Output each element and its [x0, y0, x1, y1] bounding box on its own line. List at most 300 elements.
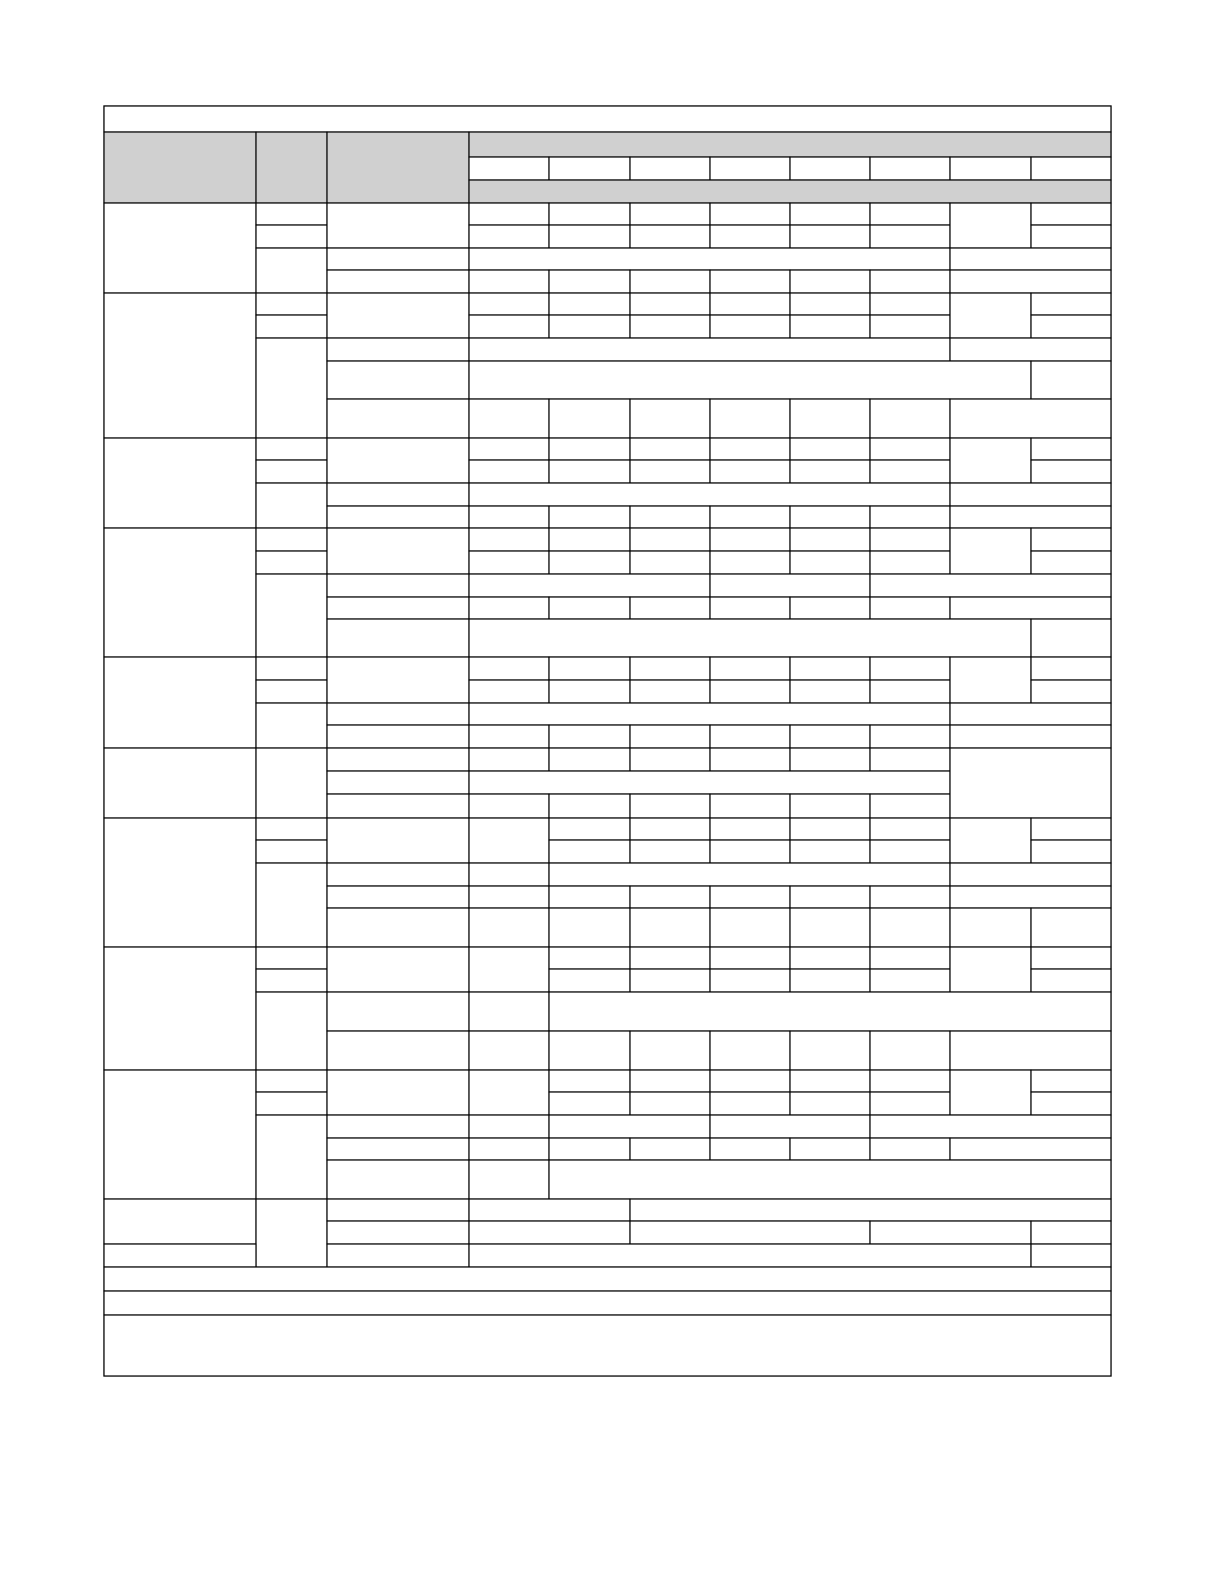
- table-cell: [950, 528, 1031, 574]
- table-cell: [790, 1031, 870, 1070]
- row-label-cell: [104, 293, 256, 438]
- table-cell: [256, 818, 327, 840]
- table-cell: [469, 483, 950, 506]
- table-cell: [710, 438, 790, 460]
- table-cell: [469, 1031, 549, 1070]
- table-cell: [790, 794, 870, 818]
- table-cell: [1031, 840, 1111, 863]
- table-cell: [1031, 619, 1111, 657]
- table-cell: [469, 748, 549, 771]
- table-cell: [950, 908, 1031, 947]
- table-cell: [327, 597, 469, 619]
- table-cell: [710, 315, 790, 338]
- table-cell: [710, 818, 790, 840]
- table-cell: [630, 438, 710, 460]
- table-cell: [469, 992, 549, 1031]
- table-cell: [469, 657, 549, 680]
- table-cell: [469, 863, 549, 886]
- table-cell: [870, 225, 950, 248]
- table-cell: [549, 1092, 630, 1115]
- table-cell: [630, 551, 710, 574]
- table-cell: [256, 657, 327, 680]
- table-cell: [1031, 315, 1111, 338]
- table-cell: [870, 438, 950, 460]
- table-cell: [790, 748, 870, 771]
- table-cell: [630, 1221, 870, 1244]
- table-cell: [870, 1138, 950, 1160]
- table-cell: [549, 1160, 1111, 1199]
- table-cell: [630, 528, 710, 551]
- footer-row: [104, 1315, 1111, 1376]
- table-cell: [950, 270, 1111, 293]
- table-cell: [790, 1138, 870, 1160]
- table-cell: [469, 947, 549, 992]
- table-cell: [950, 657, 1031, 703]
- table-cell: [327, 270, 469, 293]
- table-cell: [549, 748, 630, 771]
- row-label-cell: [104, 438, 256, 528]
- table-cell: [327, 574, 469, 597]
- table-cell: [870, 528, 950, 551]
- table-cell: [469, 886, 549, 908]
- table-cell: [790, 1070, 870, 1092]
- table-cell: [790, 460, 870, 483]
- table-cell: [870, 203, 950, 225]
- table-cell: [256, 1070, 327, 1092]
- table-cell: [1031, 551, 1111, 574]
- table-cell: [870, 794, 950, 818]
- table-cell: [1031, 528, 1111, 551]
- table-cell: [710, 748, 790, 771]
- table-cell: [327, 947, 469, 992]
- table-cell: [790, 293, 870, 315]
- footer-row: [104, 1267, 1111, 1291]
- table-cell: [549, 947, 630, 969]
- table-cell: [1031, 947, 1111, 969]
- table-cell: [950, 203, 1031, 248]
- table-cell: [549, 528, 630, 551]
- table-cell: [469, 293, 549, 315]
- table-cell: [469, 315, 549, 338]
- table-cell: [1031, 818, 1111, 840]
- table-cell: [630, 506, 710, 528]
- table-cell: [549, 818, 630, 840]
- table-cell: [790, 969, 870, 992]
- table-cell: [630, 818, 710, 840]
- table-cell: [549, 840, 630, 863]
- table-cell: [256, 293, 327, 315]
- table-cell: [469, 680, 549, 703]
- table-cell: [950, 1031, 1111, 1070]
- table-cell: [950, 725, 1111, 748]
- table-cell: [950, 338, 1111, 361]
- table-cell: [549, 725, 630, 748]
- table-cell: [630, 293, 710, 315]
- table-cell: [630, 399, 710, 438]
- table-cell: [469, 1160, 549, 1199]
- table-cell: [256, 483, 327, 528]
- table-cell: [630, 1031, 710, 1070]
- table-cell: [327, 248, 469, 270]
- table-cell: [870, 460, 950, 483]
- table-cell: [327, 1115, 469, 1138]
- header-cell: [327, 132, 469, 203]
- table-cell: [549, 551, 630, 574]
- table-cell: [630, 1199, 1111, 1221]
- header-subcell: [950, 157, 1031, 180]
- table-cell: [327, 794, 469, 818]
- table-cell: [710, 657, 790, 680]
- table-cell: [1031, 1092, 1111, 1115]
- table-cell: [710, 293, 790, 315]
- table-cell: [1031, 680, 1111, 703]
- table-cell: [710, 1092, 790, 1115]
- table-cell: [549, 657, 630, 680]
- table-cell: [710, 203, 790, 225]
- table-cell: [327, 293, 469, 338]
- table-cell: [256, 1115, 327, 1199]
- table-cell: [870, 506, 950, 528]
- table-cell: [327, 886, 469, 908]
- table-cell: [710, 680, 790, 703]
- table-cell: [870, 551, 950, 574]
- table-cell: [549, 270, 630, 293]
- table-cell: [549, 460, 630, 483]
- table-cell: [630, 725, 710, 748]
- table-cell: [327, 361, 469, 399]
- table-cell: [1031, 1244, 1111, 1267]
- table-cell: [870, 748, 950, 771]
- table-cell: [870, 270, 950, 293]
- table-cell: [870, 1070, 950, 1092]
- table-cell: [710, 270, 790, 293]
- table-cell: [950, 1070, 1031, 1115]
- table-cell: [549, 969, 630, 992]
- table-cell: [469, 1115, 549, 1138]
- table-cell: [1031, 460, 1111, 483]
- table-cell: [950, 947, 1031, 992]
- table-cell: [630, 1138, 710, 1160]
- table-cell: [950, 1138, 1111, 1160]
- table-cell: [327, 1221, 469, 1244]
- table-cell: [710, 597, 790, 619]
- table-cell: [256, 225, 327, 248]
- table-cell: [327, 1199, 469, 1221]
- row-label-cell: [104, 1070, 256, 1199]
- table-cell: [469, 1070, 549, 1115]
- table-cell: [327, 1160, 469, 1199]
- table-cell: [549, 794, 630, 818]
- header-subcell: [790, 157, 870, 180]
- table-cell: [327, 992, 469, 1031]
- table-cell: [469, 771, 950, 794]
- table-cell: [630, 794, 710, 818]
- table-cell: [256, 203, 327, 225]
- table-cell: [870, 597, 950, 619]
- row-label-cell: [104, 528, 256, 657]
- table-cell: [710, 908, 790, 947]
- table-cell: [790, 225, 870, 248]
- header-subcell: [1031, 157, 1111, 180]
- table-cell: [870, 680, 950, 703]
- table-cell: [870, 399, 950, 438]
- table-cell: [327, 818, 469, 863]
- table-cell: [327, 483, 469, 506]
- table-cell: [710, 1031, 790, 1070]
- row-label-cell: [104, 818, 256, 947]
- table-cell: [469, 551, 549, 574]
- table-cell: [1031, 1221, 1111, 1244]
- table-cell: [469, 619, 1031, 657]
- table-cell: [256, 551, 327, 574]
- table-cell: [630, 315, 710, 338]
- table-cell: [710, 225, 790, 248]
- table-cell: [327, 1244, 469, 1267]
- table-cell: [549, 863, 950, 886]
- table-cell: [710, 460, 790, 483]
- table-cell: [950, 506, 1111, 528]
- table-cell: [870, 315, 950, 338]
- table-cell: [790, 315, 870, 338]
- row-label-cell: [104, 748, 256, 818]
- table-cell: [710, 399, 790, 438]
- table-cell: [710, 1070, 790, 1092]
- table-cell: [790, 908, 870, 947]
- footer-row: [104, 1291, 1111, 1315]
- table-cell: [630, 680, 710, 703]
- table-cell: [950, 703, 1111, 725]
- table-cell: [790, 680, 870, 703]
- table-cell: [630, 886, 710, 908]
- row-label-cell: [104, 1244, 256, 1267]
- table-cell: [790, 657, 870, 680]
- table-cell: [549, 886, 630, 908]
- table-cell: [630, 1070, 710, 1092]
- table-cell: [327, 399, 469, 438]
- table-cell: [790, 528, 870, 551]
- table-cell: [469, 1199, 630, 1221]
- table-cell: [790, 1092, 870, 1115]
- table-cell: [630, 597, 710, 619]
- table-cell: [469, 725, 549, 748]
- table-cell: [870, 657, 950, 680]
- table-cell: [790, 840, 870, 863]
- table-cell: [790, 818, 870, 840]
- table-cell: [256, 1092, 327, 1115]
- table-cell: [256, 969, 327, 992]
- table-cell: [469, 361, 1031, 399]
- table-cell: [630, 908, 710, 947]
- table-cell: [630, 270, 710, 293]
- table-cell: [549, 506, 630, 528]
- table-cell: [549, 315, 630, 338]
- table-cell: [1031, 438, 1111, 460]
- table-cell: [327, 203, 469, 248]
- table-cell: [950, 438, 1031, 483]
- table-cell: [630, 225, 710, 248]
- table-cell: [950, 748, 1111, 818]
- table-cell: [469, 1221, 630, 1244]
- table-cell: [549, 908, 630, 947]
- table-cell: [1031, 203, 1111, 225]
- table-cell: [630, 969, 710, 992]
- table-cell: [950, 886, 1111, 908]
- table-cell: [710, 1138, 790, 1160]
- table-cell: [870, 969, 950, 992]
- table-cell: [256, 460, 327, 483]
- table-cell: [327, 771, 469, 794]
- row-label-cell: [104, 203, 256, 293]
- table-cell: [469, 908, 549, 947]
- table-cell: [256, 338, 327, 438]
- table-cell: [327, 863, 469, 886]
- table-cell: [630, 947, 710, 969]
- table-cell: [549, 992, 1111, 1031]
- title-row: [104, 106, 1111, 132]
- table-cell: [469, 203, 549, 225]
- table-cell: [710, 574, 870, 597]
- table-cell: [327, 506, 469, 528]
- header-subcell: [710, 157, 790, 180]
- table-cell: [327, 1070, 469, 1115]
- table-cell: [710, 947, 790, 969]
- header-cell: [104, 132, 256, 203]
- header-cell: [256, 132, 327, 203]
- table-cell: [549, 1070, 630, 1092]
- table-cell: [710, 506, 790, 528]
- table-cell: [469, 399, 549, 438]
- table-cell: [469, 818, 549, 863]
- table-cell: [870, 1221, 1031, 1244]
- header-cell: [469, 180, 1111, 203]
- table-cell: [469, 225, 549, 248]
- table-cell: [327, 438, 469, 483]
- table-cell: [790, 947, 870, 969]
- table-cell: [710, 969, 790, 992]
- table-cell: [870, 1092, 950, 1115]
- table-cell: [469, 528, 549, 551]
- table-cell: [790, 203, 870, 225]
- table-cell: [469, 338, 950, 361]
- table-cell: [256, 680, 327, 703]
- table-cell: [710, 528, 790, 551]
- table-cell: [790, 506, 870, 528]
- table-cell: [1031, 361, 1111, 399]
- table-cell: [469, 597, 549, 619]
- table-cell: [327, 657, 469, 703]
- header-subcell: [549, 157, 630, 180]
- table-cell: [469, 703, 950, 725]
- table-cell: [710, 794, 790, 818]
- table-cell: [256, 574, 327, 657]
- table-cell: [790, 725, 870, 748]
- table-cell: [549, 1031, 630, 1070]
- table-cell: [950, 483, 1111, 506]
- table-cell: [256, 748, 327, 818]
- table-cell: [1031, 657, 1111, 680]
- table-cell: [710, 886, 790, 908]
- table-cell: [327, 908, 469, 947]
- table-cell: [256, 438, 327, 460]
- table-cell: [790, 551, 870, 574]
- table-cell: [870, 574, 1111, 597]
- table-cell: [1031, 908, 1111, 947]
- table-cell: [549, 1138, 630, 1160]
- table-cell: [256, 248, 327, 293]
- table-cell: [950, 597, 1111, 619]
- table-cell: [790, 597, 870, 619]
- table-cell: [630, 203, 710, 225]
- table-cell: [469, 270, 549, 293]
- table-cell: [256, 703, 327, 748]
- table-cell: [469, 1244, 1031, 1267]
- table-cell: [870, 908, 950, 947]
- table-cell: [549, 225, 630, 248]
- table-cell: [549, 399, 630, 438]
- table-cell: [469, 794, 549, 818]
- table-cell: [256, 992, 327, 1070]
- table-cell: [256, 528, 327, 551]
- table-cell: [549, 203, 630, 225]
- table-cell: [870, 293, 950, 315]
- table-cell: [549, 597, 630, 619]
- table-cell: [549, 293, 630, 315]
- table-cell: [469, 574, 710, 597]
- table-cell: [790, 270, 870, 293]
- table-cell: [327, 1138, 469, 1160]
- table-cell: [256, 863, 327, 947]
- table-cell: [327, 1031, 469, 1070]
- table-cell: [1031, 225, 1111, 248]
- table-cell: [469, 248, 950, 270]
- table-cell: [630, 840, 710, 863]
- table-cell: [327, 748, 469, 771]
- table-cell: [549, 1115, 710, 1138]
- table-cell: [870, 818, 950, 840]
- table-cell: [256, 840, 327, 863]
- table-cell: [710, 725, 790, 748]
- table-cell: [710, 840, 790, 863]
- table-cell: [870, 1115, 1111, 1138]
- header-cell: [469, 132, 1111, 157]
- row-label-cell: [104, 947, 256, 1070]
- table-cell: [790, 886, 870, 908]
- table-cell: [710, 1115, 870, 1138]
- table-cell: [327, 619, 469, 657]
- header-subcell: [870, 157, 950, 180]
- table-cell: [1031, 1070, 1111, 1092]
- table-cell: [950, 248, 1111, 270]
- table-cell: [256, 1199, 327, 1267]
- table-cell: [327, 338, 469, 361]
- header-subcell: [630, 157, 710, 180]
- table-cell: [870, 886, 950, 908]
- table-cell: [870, 725, 950, 748]
- table-cell: [790, 438, 870, 460]
- row-label-cell: [104, 657, 256, 748]
- table-cell: [549, 680, 630, 703]
- table-cell: [469, 460, 549, 483]
- table-cell: [327, 528, 469, 574]
- table-cell: [469, 1138, 549, 1160]
- table-cell: [710, 551, 790, 574]
- table-cell: [469, 506, 549, 528]
- table-cell: [327, 703, 469, 725]
- table-cell: [630, 657, 710, 680]
- table-cell: [950, 818, 1031, 863]
- table-cell: [870, 840, 950, 863]
- table-cell: [630, 460, 710, 483]
